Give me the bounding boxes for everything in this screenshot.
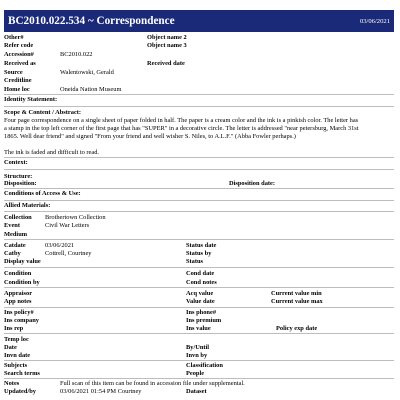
value-date-label: Value date: [186, 298, 215, 305]
row-creditline: [4, 77, 394, 85]
home-loc-value: Oneida Nation Museum: [60, 86, 122, 93]
divider: [4, 200, 394, 201]
scope-line: The ink is faded and difficult to read.: [4, 149, 100, 156]
divider: [4, 106, 394, 107]
row-context: [4, 159, 394, 167]
row-event: [4, 222, 394, 230]
object-name2-label: Object name 2: [147, 34, 187, 41]
row-subjects: [4, 362, 394, 370]
ins-value-label: Ins value: [186, 325, 211, 332]
row-condition-by: [4, 279, 394, 287]
context-label: Context:: [4, 159, 28, 166]
medium-label: Medium: [4, 231, 28, 238]
row-scope: [4, 109, 394, 117]
classification-label: Classification: [186, 362, 223, 369]
divider: [4, 267, 394, 268]
source-label: Source: [4, 69, 23, 76]
source-value: Walentowski, Gerald: [60, 69, 114, 76]
row-allied: [4, 202, 394, 210]
ins-company-label: Ins company: [4, 317, 39, 324]
row-home-loc: [4, 86, 394, 94]
row-invn-date: [4, 352, 394, 360]
row-ins-company: [4, 317, 394, 325]
scope-line: 1865. Well dear friend" and signed "From your friend and well wisher S. Niles, to A.L.F." (Abba Fowler perhaps.): [4, 133, 296, 140]
current-value-max-label: Current value max: [271, 298, 323, 305]
subjects-label: Subjects: [4, 362, 28, 369]
row-app-notes: [4, 298, 394, 306]
scope-label: Scope & Content / Abstract:: [4, 109, 82, 116]
scope-text: [4, 117, 394, 157]
condition-by-label: Condition by: [4, 279, 40, 286]
policy-exp-date-label: Policy exp date: [276, 325, 318, 332]
appraisor-label: Appraisor: [4, 290, 33, 297]
divider: [4, 360, 394, 361]
divider: [4, 169, 394, 170]
updated-by-value: 03/06/2021 01:54 PM Courtney: [60, 388, 142, 395]
dataset-label: Dataset: [186, 388, 207, 395]
received-date-label: Received date: [147, 60, 185, 67]
status-date-label: Status date: [186, 242, 217, 249]
row-ins-policy: [4, 309, 394, 317]
row-accession: [4, 51, 394, 59]
other-label: Other#: [4, 34, 24, 41]
notes-value: Full scan of this item can be found in accession file under supplemental.: [60, 380, 245, 387]
row-updated: [4, 388, 394, 396]
row-disposition: [4, 180, 394, 188]
row-conditions: [4, 190, 394, 198]
refer-code-label: Refer code: [4, 42, 34, 49]
disposition-date-label: Disposition date:: [229, 180, 275, 187]
temp-loc-label: Temp loc: [4, 336, 29, 343]
row-appraisor: [4, 290, 394, 298]
row-notes: [4, 380, 394, 388]
accession-value: BC2010.022: [60, 51, 93, 58]
row-other: [4, 34, 394, 42]
row-temp-loc: [4, 336, 394, 344]
display-value-label: Display value: [4, 258, 41, 265]
ins-premium-label: Ins premium: [186, 317, 222, 324]
catby-value: Cottrell, Courtney: [45, 250, 92, 257]
creditline-label: Creditline: [4, 77, 32, 84]
catby-label: Catby: [4, 250, 21, 257]
row-refer-code: [4, 42, 394, 50]
date-label: Date: [4, 344, 17, 351]
status-label: Status: [186, 258, 204, 265]
updated-by-label: Updated/by: [4, 388, 36, 395]
scope-line: Four page correspondence on a single sheet of paper folded in half. The paper is a cream color and the ink is a pinkish color. The letter has: [4, 117, 359, 124]
app-notes-label: App notes: [4, 298, 32, 305]
current-value-min-label: Current value min: [271, 290, 322, 297]
divider: [4, 287, 394, 288]
row-date: [4, 344, 394, 352]
condition-label: Condition: [4, 270, 32, 277]
status-by-label: Status by: [186, 250, 212, 257]
accession-label: Accession#: [4, 51, 34, 58]
ins-phone-label: Ins phone#: [186, 309, 217, 316]
record-date: 03/06/2021: [359, 17, 390, 25]
identity-label: Identity Statement:: [4, 96, 58, 103]
row-collection: [4, 214, 394, 222]
row-search-terms: [4, 370, 394, 378]
catdate-value: 03/06/2021: [45, 242, 75, 249]
divider: [4, 333, 394, 334]
row-catby: [4, 250, 394, 258]
divider: [4, 307, 394, 308]
row-ins-rep: [4, 325, 394, 333]
invn-by-label: Invn by: [186, 352, 208, 359]
row-display: [4, 258, 394, 266]
collection-label: Collection: [4, 214, 32, 221]
invn-date-label: Invn date: [4, 352, 31, 359]
row-source: [4, 69, 394, 77]
notes-label: Notes: [4, 380, 20, 387]
collection-value: Brothertown Collection: [45, 214, 106, 221]
divider: [4, 94, 394, 95]
row-catdate: [4, 242, 394, 250]
divider: [4, 188, 394, 189]
ins-policy-label: Ins policy#: [4, 309, 34, 316]
divider: [4, 211, 394, 212]
by-until-label: By/Until: [186, 344, 210, 351]
scope-line: a stamp in the top left corner of the first page that has "SUPER" in a decorative circle. The letter is addressed "near petersburg, March 31st: [4, 125, 359, 132]
search-terms-label: Search terms: [4, 370, 40, 377]
cond-date-label: Cond date: [186, 270, 215, 277]
object-name3-label: Object name 3: [147, 42, 187, 49]
divider: [4, 157, 394, 158]
home-loc-label: Home loc: [4, 86, 30, 93]
disposition-label: Disposition:: [4, 180, 37, 187]
record-title-bar: [4, 10, 394, 32]
acq-value-label: Acq value: [186, 290, 214, 297]
structure-label: Structure:: [4, 173, 33, 180]
received-as-label: Received as: [4, 60, 36, 67]
people-label: People: [186, 370, 205, 377]
allied-label: Allied Materials:: [4, 202, 51, 209]
conditions-label: Conditions of Access & Use:: [4, 190, 81, 197]
event-value: Civil War Letters: [45, 222, 90, 229]
catdate-label: Catdate: [4, 242, 26, 249]
row-received-as: [4, 60, 394, 68]
ins-rep-label: Ins rep: [4, 325, 24, 332]
row-medium: [4, 231, 394, 239]
divider: [4, 378, 394, 379]
record-title: BC2010.022.534 ~ Correspondence: [8, 15, 175, 27]
divider: [4, 239, 394, 240]
row-identity: [4, 96, 394, 104]
row-condition: [4, 270, 394, 278]
event-label: Event: [4, 222, 20, 229]
cond-notes-label: Cond notes: [186, 279, 217, 286]
